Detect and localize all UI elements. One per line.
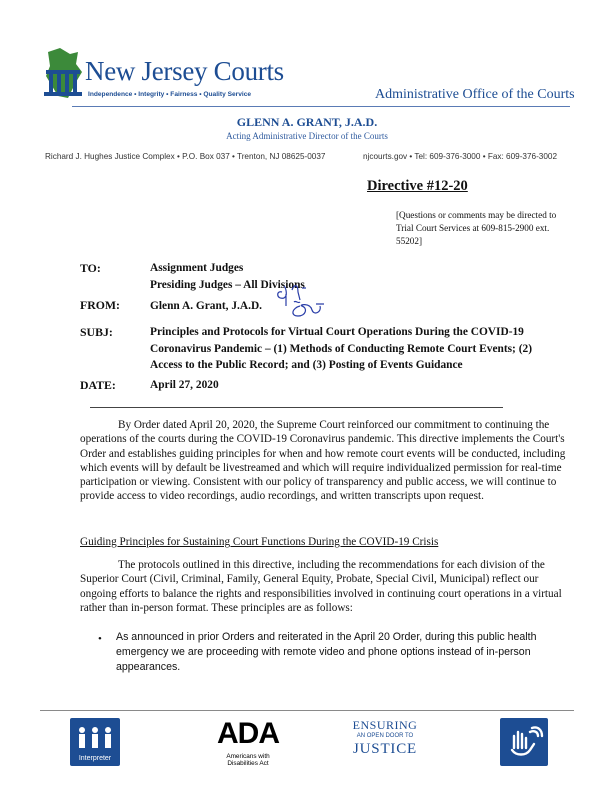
interpreter-label: Interpreter — [78, 755, 112, 762]
from-value: Glenn A. Grant, J.A.D. — [150, 300, 263, 312]
office-name: Administrative Office of the Courts — [375, 87, 575, 102]
memo-divider — [90, 407, 503, 408]
ada-logo — [205, 718, 291, 768]
directive-number: Directive #12-20 — [367, 178, 468, 194]
body-paragraph-1 — [80, 418, 573, 504]
to-line-2: Presiding Judges – All Divisions — [150, 278, 305, 291]
office-address: Richard J. Hughes Justice Complex • P.O. Box 037 • Trenton, NJ 08625-0037 — [45, 152, 326, 161]
header-divider — [72, 106, 570, 107]
ada-title: ADA — [217, 717, 279, 750]
handwritten-initials-icon — [272, 282, 332, 320]
ensuring-line-3: JUSTICE — [353, 741, 417, 757]
section-heading: Guiding Principles for Sustaining Court Functions During the COVID-19 Crisis — [80, 536, 439, 548]
subj-label: SUBJ: — [80, 325, 113, 339]
sign-language-icon — [500, 718, 548, 766]
to-label: TO: — [80, 261, 101, 275]
ensuring-line-2: AN OPEN DOOR TO — [356, 733, 414, 739]
sign-language-badge — [500, 718, 548, 766]
to-line-1: Assignment Judges — [150, 262, 244, 274]
interpreter-icon — [70, 720, 120, 754]
office-contact: njcourts.gov • Tel: 609-376-3000 • Fax: 609-376-3002 — [363, 152, 558, 161]
org-name: New Jersey Courts — [85, 56, 284, 86]
ensuring-line-1: ENSURING — [352, 718, 418, 732]
director-title: Acting Administrative Director of the Courts — [226, 131, 388, 141]
from-label: FROM: — [80, 298, 120, 312]
ada-subtitle: Americans with Disabilities Act — [226, 753, 270, 767]
subj-value: Principles and Protocols for Virtual Court Operations During the COVID-19 Coronavirus Pandemic – (1) Methods of Conducting Remote Court Events; (2) Access to the Public Record; and (3) Posting of Events Guidance — [150, 326, 532, 371]
interpreter-badge — [70, 718, 120, 766]
body-paragraph-2 — [80, 558, 573, 615]
footer-divider — [40, 710, 574, 711]
questions-note: [Questions or comments may be directed to Trial Court Services at 609-815-2900 ext. 55202] — [396, 210, 557, 246]
bullet-icon: • — [98, 633, 102, 645]
bullet-item-1: As announced in prior Orders and reiterated in the April 20 Order, during this public health emergency we are proceeding with remote video and phone options instead of in-person appearances. — [116, 631, 537, 673]
para-1-text: By Order dated April 20, 2020, the Supreme Court reinforced our commitment to continuing the operations of the courts during the COVID-19 Coronavirus pandemic. This directive implements the Court's Order and establishes guiding principles for when and how remote court events will be conducted, including which events will by default be livestreamed and which will require individualized permission for real-time participation or viewing. Consistent with our policy of transparency and public access, we will continue to provide access to video recordings, audio recordings, and written transcripts upon request. — [80, 419, 566, 503]
open-door-logo — [343, 719, 427, 767]
date-label: DATE: — [80, 378, 116, 392]
para-2-text: The protocols outlined in this directive, including the recommendations for each division of the Superior Court (Civil, Criminal, Family, General Equity, Probate, Special Civil, Municipal) reflect our ongoing efforts to balance the rights and responsibilities involved in continuing court operations in a virtual rather than in-person format. These principles are as follows: — [80, 559, 562, 614]
director-name: GLENN A. GRANT, J.A.D. — [236, 115, 378, 129]
org-tagline: Independence • Integrity • Fairness • Quality Service — [88, 91, 252, 98]
date-value: April 27, 2020 — [150, 379, 219, 391]
nj-courts-logo-icon — [40, 46, 86, 104]
